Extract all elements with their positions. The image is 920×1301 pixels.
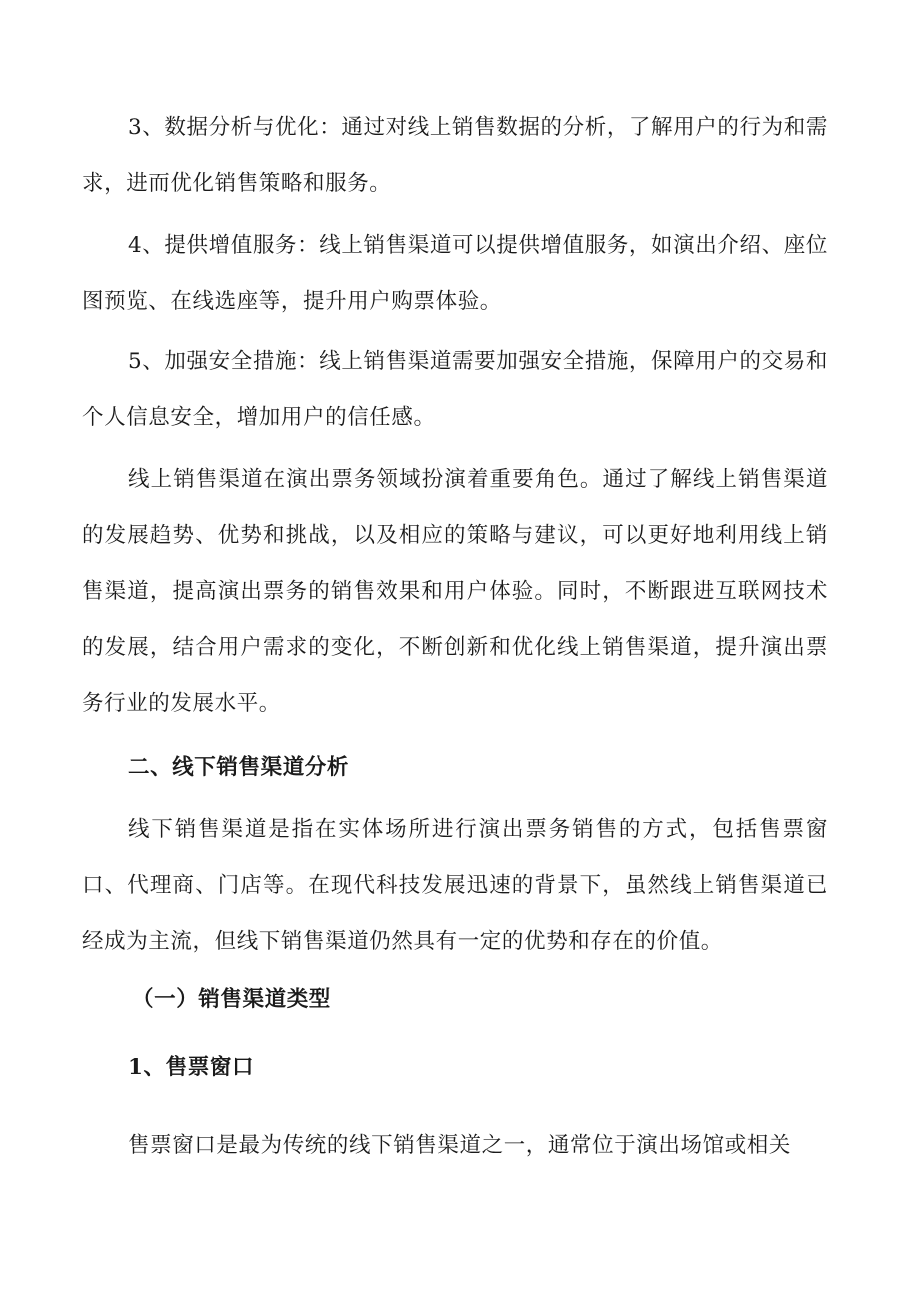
paragraph-online-summary: 线上销售渠道在演出票务领域扮演着重要角色。通过了解线上销售渠道的发展趋势、优势和挑战，以及相应的策略与建议，可以更好地利用线上销售渠道，提高演出票务的销售效果和用户体验。同时，不断跟进互联网技术的发展，结合用户需求的变化，不断创新和优化线上销售渠道，提升演出票务行业的发展水平。 xyxy=(82,467,828,716)
section-intro-paragraph: 线下销售渠道是指在实体场所进行演出票务销售的方式，包括售票窗口、代理商、门店等。在现代科技发展迅速的背景下，虽然线上销售渠道已经成为主流，但线下销售渠道仍然具有一定的优势和存在的价值。 xyxy=(82,817,828,954)
paragraph-data-analysis: 3、数据分析与优化：通过对线上销售数据的分析，了解用户的行为和需求，进而优化销售策略和服务。 xyxy=(82,115,828,196)
subsection-heading: （一）销售渠道类型 xyxy=(132,987,331,1012)
paragraph-value-added-services: 4、提供增值服务：线上销售渠道可以提供增值服务，如演出介绍、座位图预览、在线选座等，提升用户购票体验。 xyxy=(82,233,828,314)
paragraph-security-measures: 5、加强安全措施：线上销售渠道需要加强安全措施，保障用户的交易和个人信息安全，增加用户的信任感。 xyxy=(82,349,828,430)
item-paragraph: 售票窗口是最为传统的线下销售渠道之一，通常位于演出场馆或相关 xyxy=(128,1133,792,1158)
item-heading: 1、售票窗口 xyxy=(128,1055,255,1080)
section-heading: 二、线下销售渠道分析 xyxy=(128,755,350,780)
